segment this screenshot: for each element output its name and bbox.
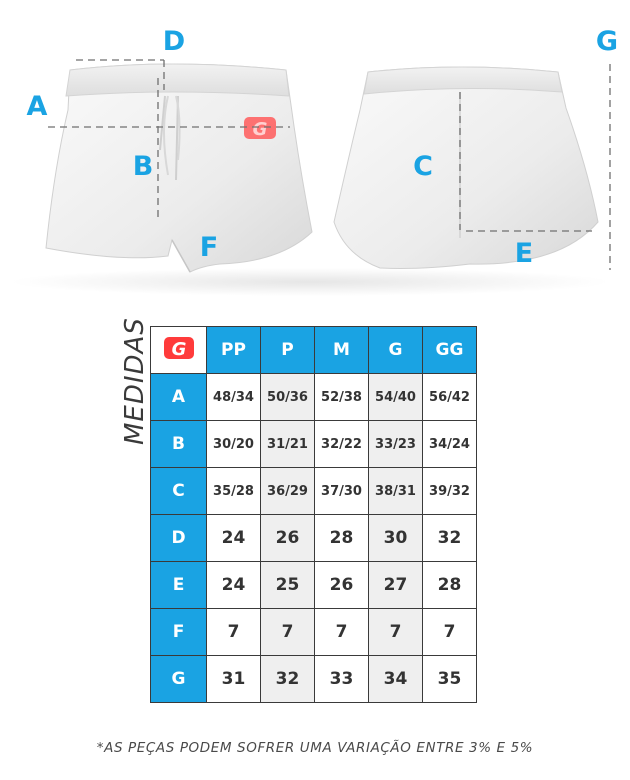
- table-row: [151, 421, 477, 468]
- label-f: F: [199, 232, 219, 263]
- side-title: [113, 317, 153, 450]
- label-e: E: [514, 238, 534, 269]
- table-cell: 7: [207, 609, 261, 656]
- row-label-g: G: [151, 656, 207, 703]
- size-header-m: M: [315, 327, 369, 374]
- table-row: [151, 562, 477, 609]
- table-cell: 28: [423, 562, 477, 609]
- table-cell: 25: [261, 562, 315, 609]
- row-label-e: E: [151, 562, 207, 609]
- floor-shadow: [10, 268, 610, 296]
- row-label-b: B: [151, 421, 207, 468]
- row-label-a: A: [151, 374, 207, 421]
- table-cell: 26: [315, 562, 369, 609]
- table-cell: 7: [261, 609, 315, 656]
- label-c: C: [413, 151, 433, 182]
- table-cell: 54/40: [369, 374, 423, 421]
- table-cell: 31: [207, 656, 261, 703]
- table-row: [151, 609, 477, 656]
- table-cell: 7: [315, 609, 369, 656]
- table-cell: 30/20: [207, 421, 261, 468]
- size-header-g: G: [369, 327, 423, 374]
- table-cell: 32/22: [315, 421, 369, 468]
- table-cell: 38/31: [369, 468, 423, 515]
- table-cell: 31/21: [261, 421, 315, 468]
- brand-logo-cell: [151, 327, 207, 374]
- table-cell: 37/30: [315, 468, 369, 515]
- table-cell: 34: [369, 656, 423, 703]
- label-a: A: [26, 91, 48, 122]
- side-title-text: MEDIDAS: [120, 317, 150, 445]
- table-cell: 35/28: [207, 468, 261, 515]
- table-cell: 27: [369, 562, 423, 609]
- logo-on-shorts-icon: [244, 117, 276, 140]
- table-cell: 39/32: [423, 468, 477, 515]
- table-cell: 7: [369, 609, 423, 656]
- table-cell: 32: [423, 515, 477, 562]
- table-cell: 7: [423, 609, 477, 656]
- table-row: [151, 515, 477, 562]
- row-label-f: F: [151, 609, 207, 656]
- table-cell: 33: [315, 656, 369, 703]
- table-cell: 56/42: [423, 374, 477, 421]
- variation-footnote: *AS PEÇAS PODEM SOFRER UMA VARIAÇÃO ENTRE 3% E 5%: [96, 740, 534, 756]
- table-cell: 35: [423, 656, 477, 703]
- svg-text:G: G: [252, 119, 268, 140]
- size-table: [150, 326, 477, 703]
- size-header-gg: GG: [423, 327, 477, 374]
- back-view-shorts: [334, 67, 598, 269]
- brand-logo-icon: [163, 336, 195, 360]
- table-row: [151, 656, 477, 703]
- table-row: [151, 374, 477, 421]
- shorts-illustration: [0, 0, 630, 305]
- label-g: G: [595, 26, 619, 57]
- table-header-row: [151, 327, 477, 374]
- table-cell: 33/23: [369, 421, 423, 468]
- label-d: D: [162, 26, 186, 57]
- table-row: [151, 468, 477, 515]
- table-cell: 50/36: [261, 374, 315, 421]
- table-cell: 52/38: [315, 374, 369, 421]
- row-label-c: C: [151, 468, 207, 515]
- table-cell: 24: [207, 562, 261, 609]
- table-cell: 28: [315, 515, 369, 562]
- front-view-shorts: [46, 64, 312, 272]
- table-cell: 32: [261, 656, 315, 703]
- size-header-p: P: [261, 327, 315, 374]
- label-b: B: [132, 151, 154, 182]
- row-label-d: D: [151, 515, 207, 562]
- size-header-pp: PP: [207, 327, 261, 374]
- table-cell: 30: [369, 515, 423, 562]
- table-cell: 48/34: [207, 374, 261, 421]
- table-cell: 34/24: [423, 421, 477, 468]
- table-cell: 36/29: [261, 468, 315, 515]
- svg-text:G: G: [171, 339, 186, 360]
- table-cell: 26: [261, 515, 315, 562]
- table-cell: 24: [207, 515, 261, 562]
